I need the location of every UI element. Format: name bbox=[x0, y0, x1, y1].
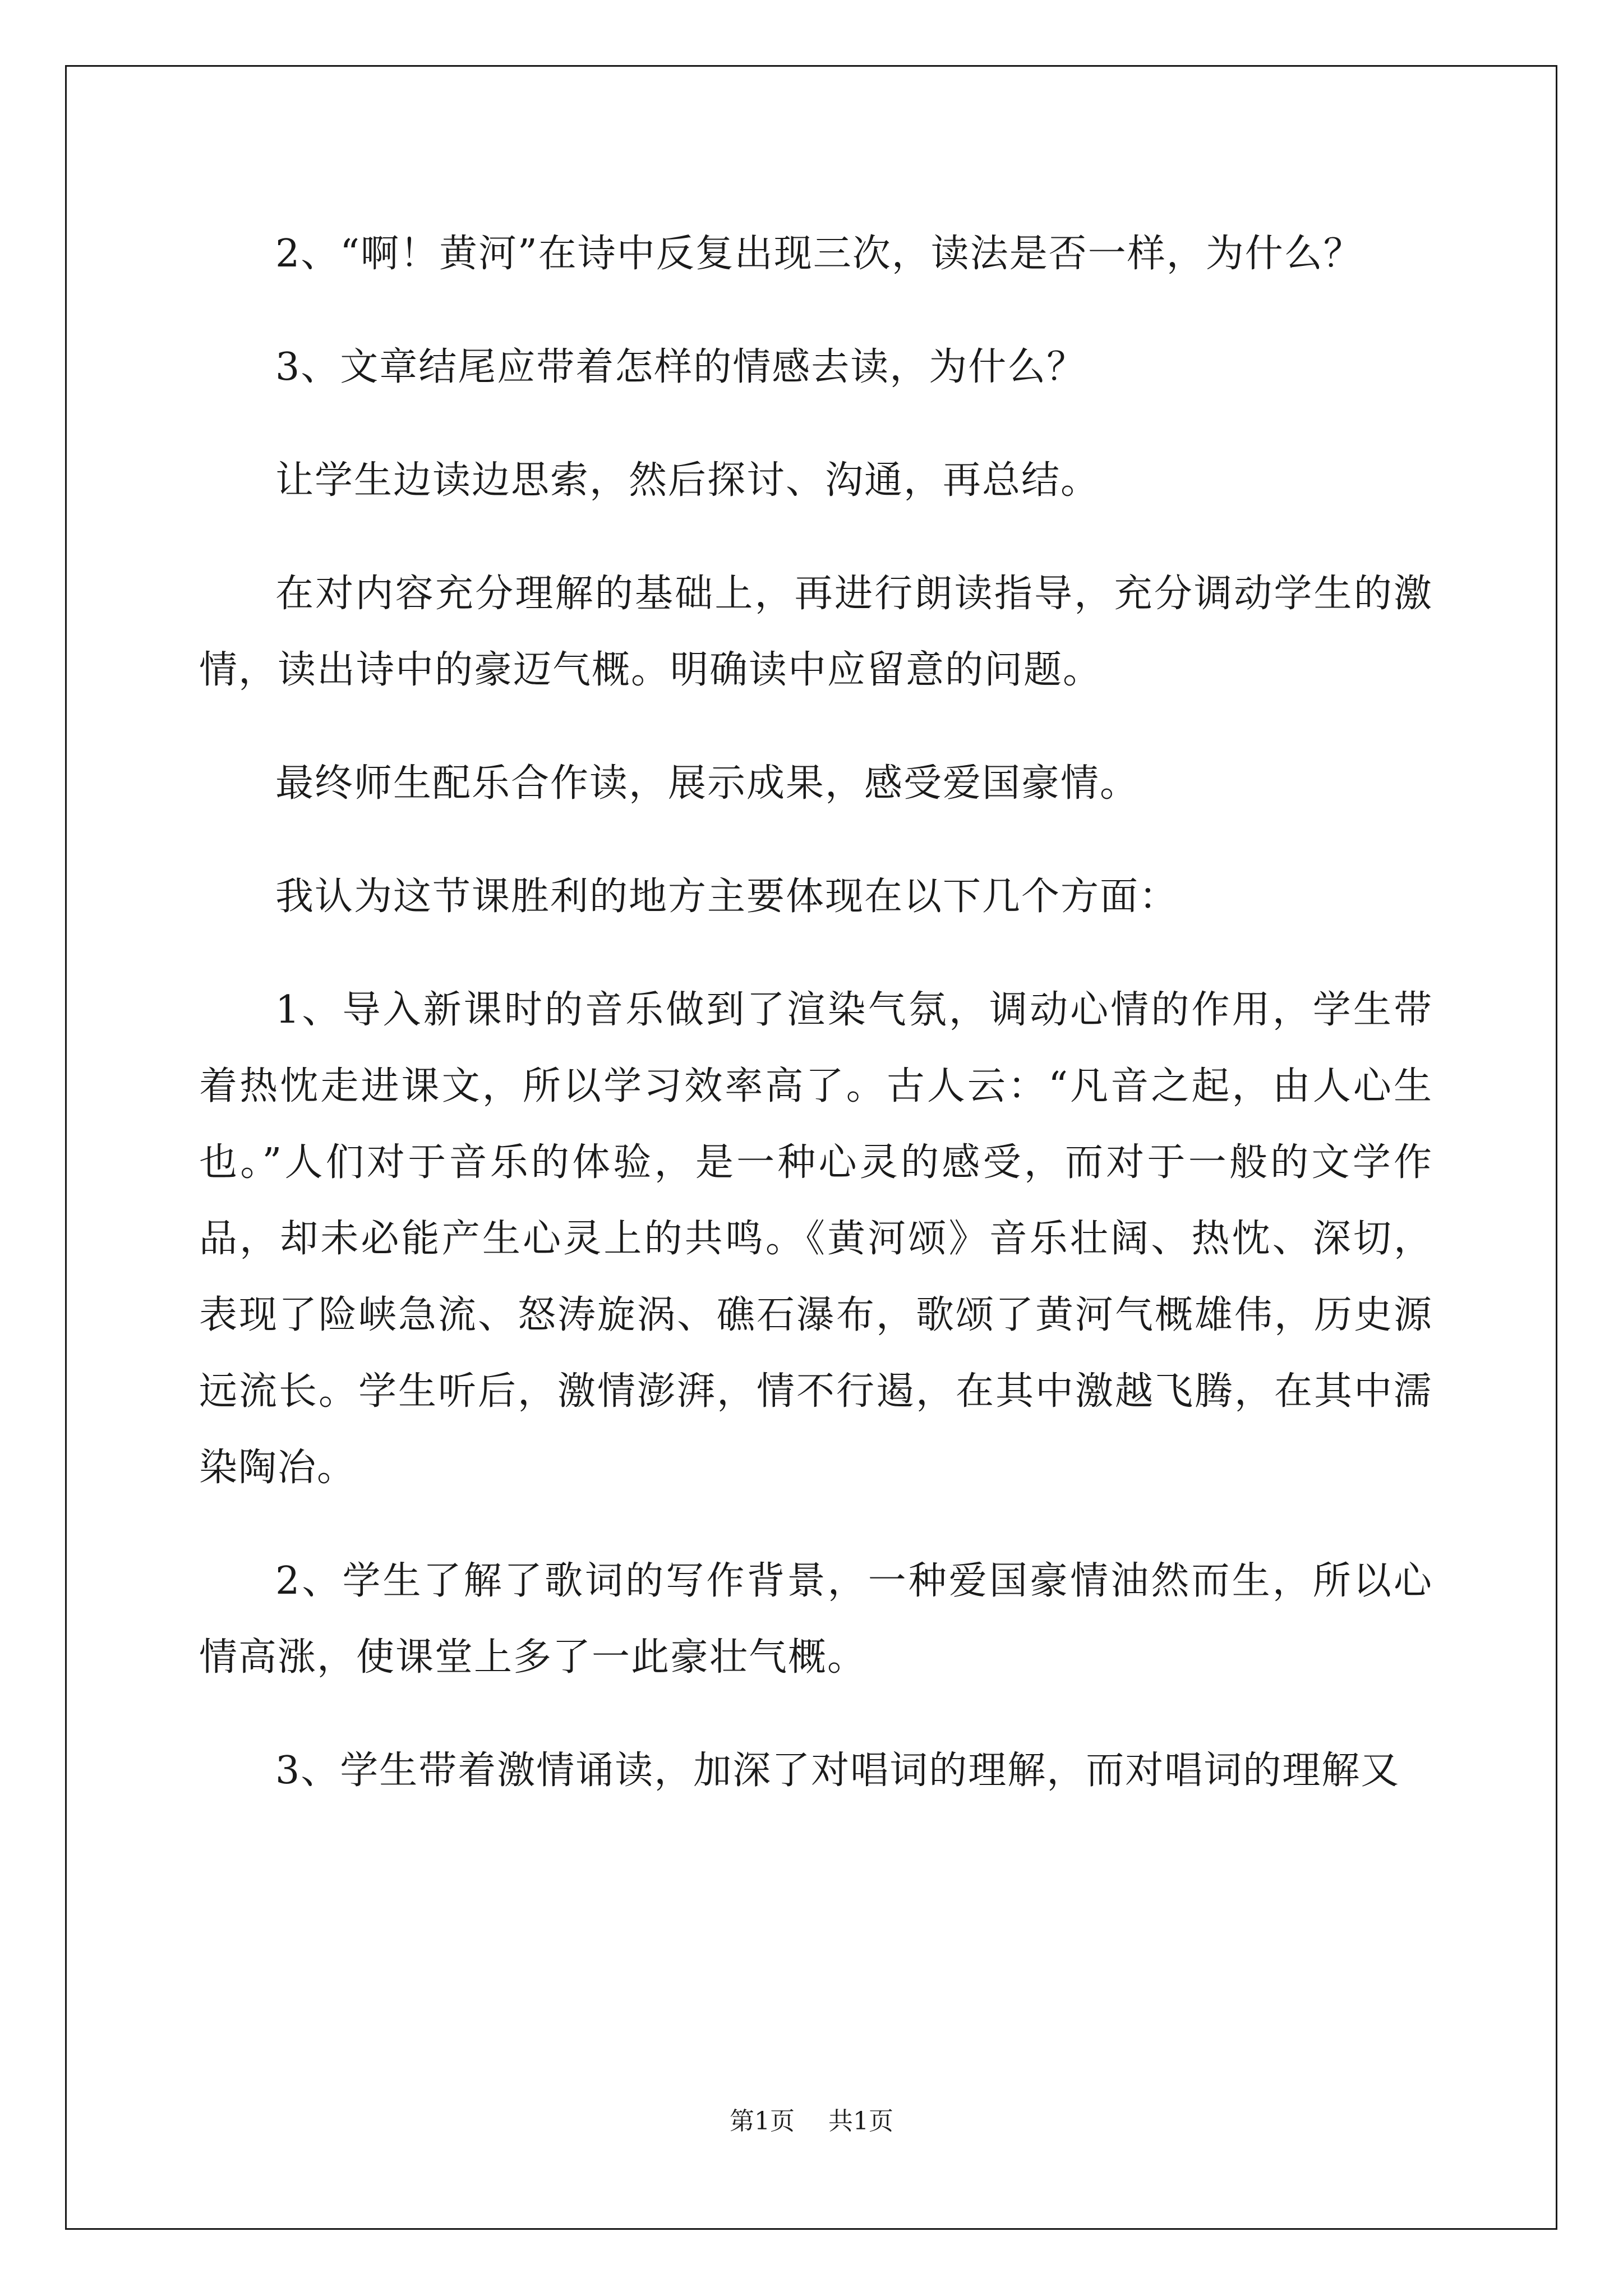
paragraph: 我认为这节课胜利的地方主要体现在以下几个方面： bbox=[275, 875, 1179, 919]
document-body bbox=[199, 216, 1433, 1809]
paragraph: 3、学生带着激情诵读，加深了对唱词的理解，而对唱词的理解又 bbox=[275, 1749, 1400, 1793]
paragraph: 最终师生配乐合作读，展示成果，感受爱国豪情。 bbox=[275, 761, 1140, 806]
paragraph: 2、“啊！黄河”在诗中反复出现三次，读法是否一样，为什么？ bbox=[275, 232, 1363, 276]
paragraph: 在对内容充分理解的基础上，再进行朗读指导，充分调动学生的激情，读出诗中的豪迈气概。明确读中应留意的问题。 bbox=[199, 572, 1433, 692]
paragraph: 让学生边读边思索，然后探讨、沟通，再总结。 bbox=[275, 458, 1100, 503]
page-footer bbox=[0, 2105, 1623, 2138]
paragraph: 2、学生了解了歌词的写作背景，一种爱国豪情油然而生，所以心情高涨，使课堂上多了一此豪壮气概。 bbox=[199, 1559, 1433, 1680]
paragraph: 1、导入新课时的音乐做到了渲染气氛，调动心情的作用，学生带着热忱走进课文，所以学习效率高了。古人云：“凡音之起，由人心生也。”人们对于音乐的体验，是一种心灵的感受，而对于一般的文学作品，却未必能产生心灵上的共鸣。《黄河颂》音乐壮阔、热忱、深切，表现了险峡急流、怒涛旋涡、礁石瀑布，歌颂了黄河气概雄伟，历史源远流长。学生听后，激情澎湃，情不行遏，在其中激越飞腾，在其中濡染陶冶。 bbox=[199, 988, 1433, 1490]
total-page-count: 共1页 bbox=[828, 2107, 893, 2136]
paragraph: 3、文章结尾应带着怎样的情感去读，为什么？ bbox=[275, 345, 1086, 389]
current-page-number: 第1页 bbox=[730, 2107, 795, 2136]
